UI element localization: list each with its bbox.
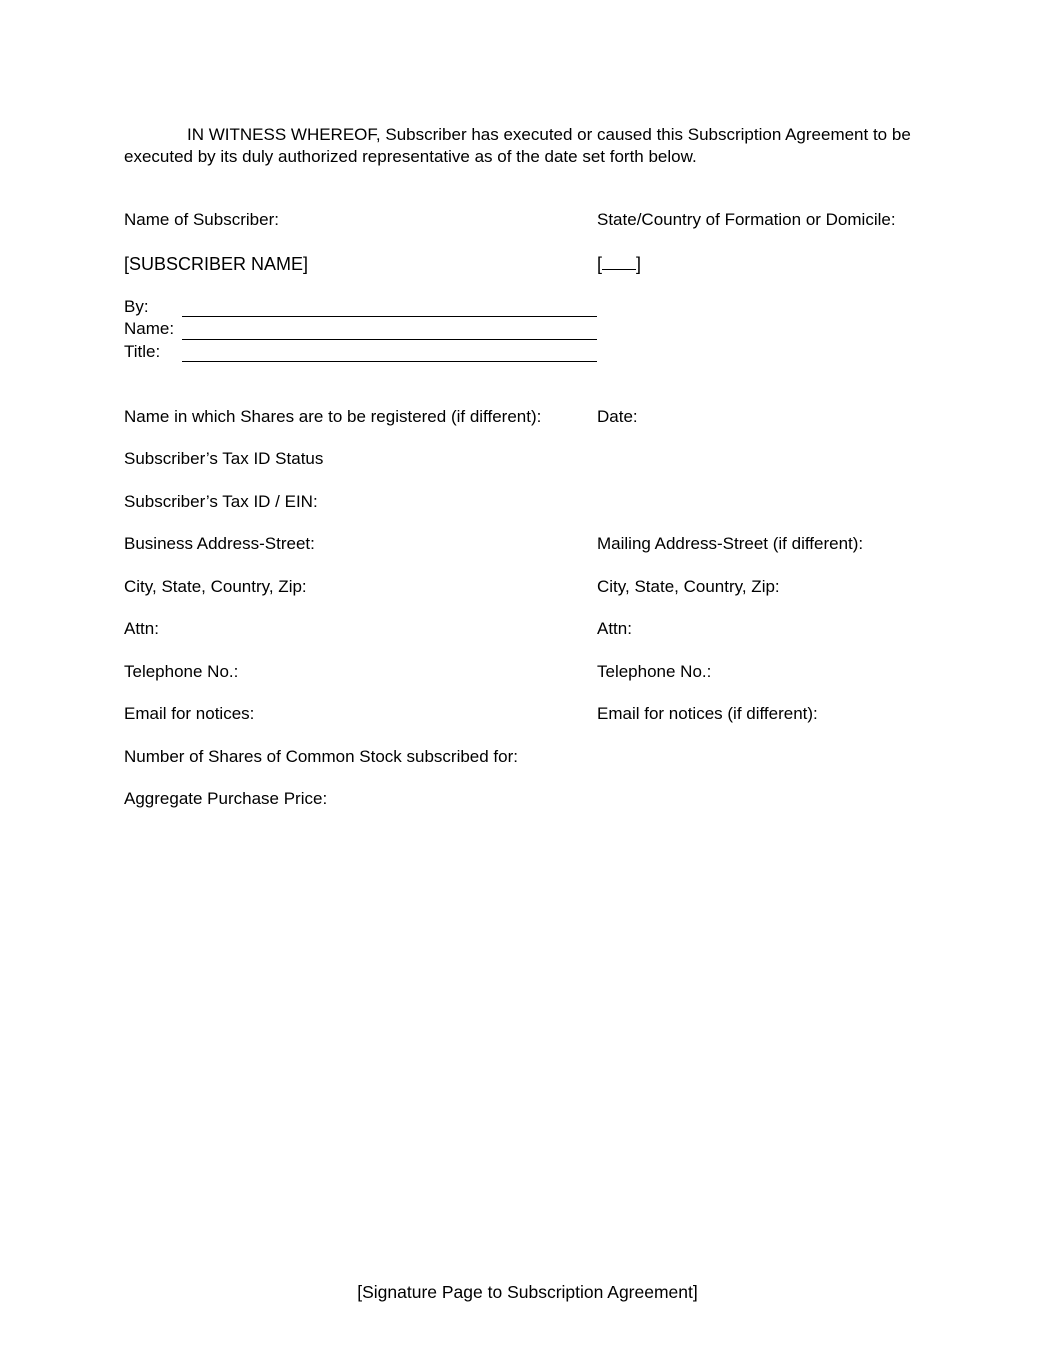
- business-street-label: Business Address-Street:: [124, 534, 315, 553]
- state-bracket-close: ]: [636, 254, 642, 274]
- state-value: [597, 254, 641, 274]
- date-label: Date:: [597, 407, 638, 426]
- page-footer: [Signature Page to Subscription Agreement]: [357, 1282, 698, 1302]
- state-blank[interactable]: [602, 255, 636, 270]
- title-signature-line[interactable]: [182, 361, 597, 362]
- tax-id-label: Subscriber’s Tax ID / EIN:: [124, 492, 318, 511]
- witness-lead: IN WITNESS WHEREOF: [187, 125, 376, 144]
- shares-label: Number of Shares of Common Stock subscribed for:: [124, 747, 518, 766]
- price-label: Aggregate Purchase Price:: [124, 789, 328, 808]
- email-left-label: Email for notices:: [124, 704, 255, 723]
- by-label: By:: [124, 297, 149, 316]
- tax-status-label: Subscriber’s Tax ID Status: [124, 449, 324, 468]
- witness-text: , Subscriber has executed or caused this Subscription Agreement to be executed by its duly authorized representative as of the date set forth below.: [124, 125, 911, 166]
- sig-title-label: Title:: [124, 342, 161, 361]
- witness-paragraph: [124, 124, 939, 168]
- sig-name-label: Name:: [124, 319, 175, 338]
- state-label: State/Country of Formation or Domicile:: [597, 210, 896, 229]
- mailing-street-label: Mailing Address-Street (if different):: [597, 534, 864, 553]
- subscriber-name-value: [SUBSCRIBER NAME]: [124, 254, 309, 274]
- registered-name-label: Name in which Shares are to be registered (if different):: [124, 407, 542, 426]
- email-right-label: Email for notices (if different):: [597, 704, 818, 723]
- city-right-label: City, State, Country, Zip:: [597, 577, 780, 596]
- city-left-label: City, State, Country, Zip:: [124, 577, 307, 596]
- phone-left-label: Telephone No.:: [124, 662, 239, 681]
- subscriber-name-label: Name of Subscriber:: [124, 210, 279, 229]
- attn-right-label: Attn:: [597, 619, 632, 638]
- name-signature-line[interactable]: [182, 339, 597, 340]
- state-bracket-open: [: [597, 254, 603, 274]
- attn-left-label: Attn:: [124, 619, 159, 638]
- phone-right-label: Telephone No.:: [597, 662, 712, 681]
- by-signature-line[interactable]: [182, 316, 597, 317]
